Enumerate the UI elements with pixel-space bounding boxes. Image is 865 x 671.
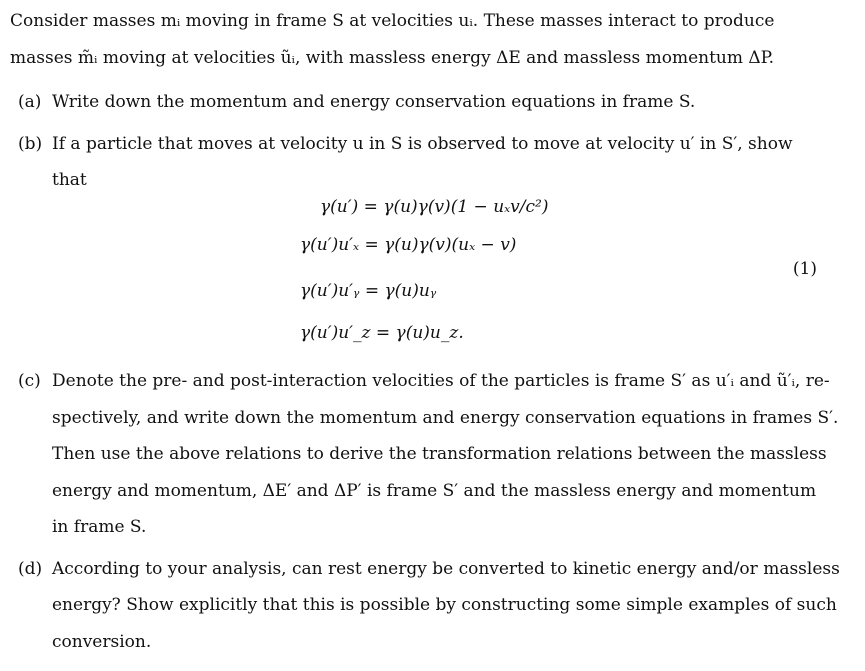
part-d-line-1: According to your analysis, can rest energy be converted to kinetic energy and/or massless [52, 559, 840, 579]
part-d-line-2: energy? Show explicitly that this is possible by constructing some simple examples of such [52, 595, 837, 615]
equation-3: γ(u′)u′ᵧ = γ(u)uᵧ [300, 281, 437, 301]
equation-number: (1) [792, 259, 817, 279]
part-c-line-5: in frame S. [52, 517, 147, 537]
part-c-label: (c) [18, 371, 41, 391]
part-c-line-3: Then use the above relations to derive the transformation relations between the massless [52, 444, 827, 464]
part-a-text: Write down the momentum and energy conservation equations in frame S. [52, 92, 696, 112]
part-b-line-1: If a particle that moves at velocity u in S is observed to move at velocity u′ in S′, show [52, 134, 793, 154]
part-b-label: (b) [18, 134, 43, 154]
part-d-label: (d) [18, 559, 43, 579]
equation-4: γ(u′)u′_z = γ(u)u_z. [300, 323, 464, 343]
part-c-line-2: spectively, and write down the momentum and energy conservation equations in frames S′. [52, 408, 839, 428]
part-b-line-2: that [52, 170, 87, 190]
part-c-line-4: energy and momentum, ΔE′ and ΔP′ is frame S′ and the massless energy and momentum [52, 481, 817, 501]
part-d-line-3: conversion. [52, 632, 152, 652]
equation-1: γ(u′) = γ(u)γ(v)(1 − uₓv/c²) [320, 197, 549, 217]
equation-2: γ(u′)u′ₓ = γ(u)γ(v)(uₓ − v) [300, 235, 517, 255]
part-c-line-1: Denote the pre- and post-interaction velocities of the particles is frame S′ as u′ᵢ and ũ′ᵢ, re- [52, 371, 830, 391]
intro-line-1: Consider masses mᵢ moving in frame S at velocities uᵢ. These masses interact to produce [10, 11, 775, 31]
part-a-label: (a) [18, 92, 42, 112]
intro-line-2: masses m̃ᵢ moving at velocities ũᵢ, with massless energy ΔE and massless momentum ΔP. [10, 48, 775, 68]
